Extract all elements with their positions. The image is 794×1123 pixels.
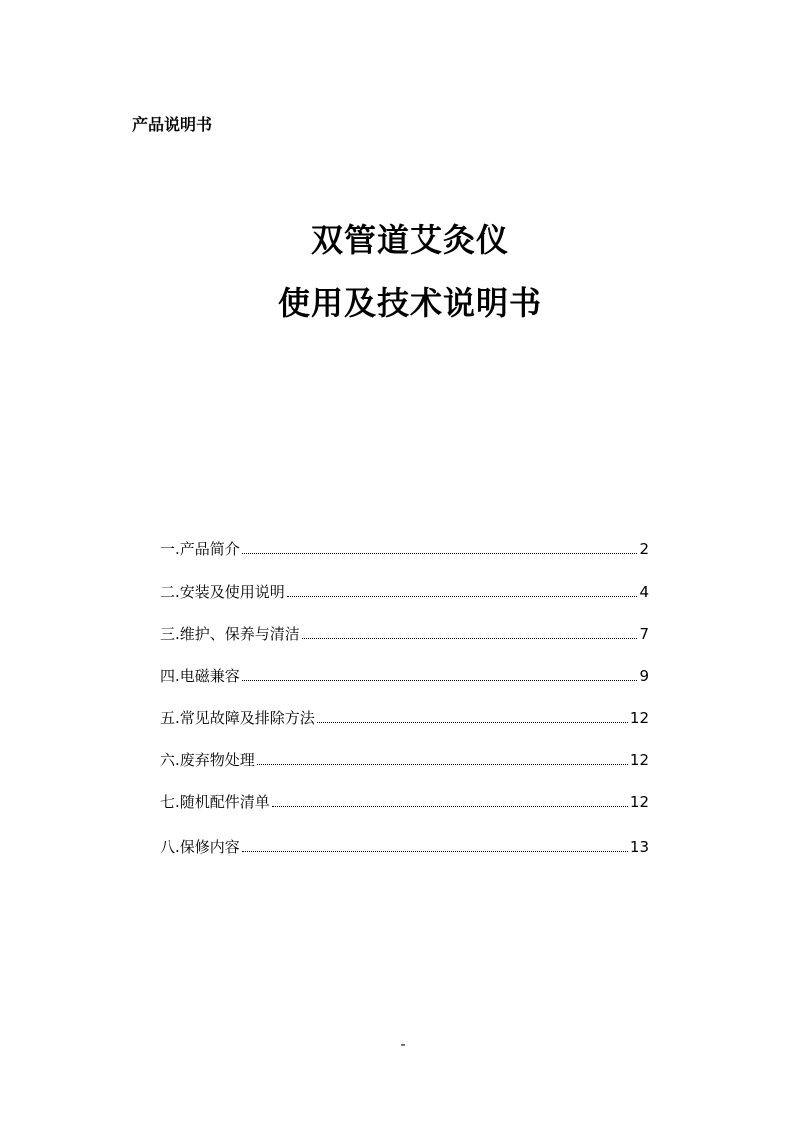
- document-header-label: 产品说明书: [132, 115, 213, 134]
- toc-dot-leader: [242, 679, 638, 681]
- toc-entry: [160, 622, 649, 644]
- toc-entry-page: 12: [629, 793, 649, 811]
- toc-dot-leader: [302, 637, 638, 639]
- toc-dot-leader: [272, 805, 628, 807]
- document-title-line-1: 双管道艾灸仪: [310, 221, 509, 259]
- page-footer-mark: -: [400, 1037, 406, 1053]
- toc-entry: [160, 706, 649, 728]
- toc-dot-leader: [242, 552, 638, 554]
- toc-dot-leader: [287, 595, 638, 597]
- toc-entry: [160, 664, 649, 686]
- toc-entry-label: 二.安装及使用说明: [160, 583, 285, 601]
- document-title-line-2: 使用及技术说明书: [277, 284, 542, 322]
- toc-entry-page: 4: [639, 583, 649, 601]
- toc-entry-page: 2: [639, 540, 649, 558]
- toc-dot-leader: [242, 850, 628, 852]
- toc-entry: [160, 835, 649, 857]
- toc-entry-page: 12: [629, 709, 649, 727]
- toc-entry-label: 六.废弃物处理: [160, 751, 255, 769]
- toc-entry-label: 一.产品简介: [160, 540, 240, 558]
- toc-entry-label: 四.电磁兼容: [160, 667, 240, 685]
- toc-dot-leader: [257, 763, 628, 765]
- toc-entry-label: 八.保修内容: [160, 838, 240, 856]
- toc-entry-page: 13: [629, 838, 649, 856]
- toc-entry-page: 9: [639, 667, 649, 685]
- toc-entry-page: 7: [639, 625, 649, 643]
- toc-dot-leader: [317, 721, 628, 723]
- toc-entry-label: 五.常见故障及排除方法: [160, 709, 315, 727]
- toc-entry: [160, 580, 649, 602]
- toc-entry: [160, 748, 649, 770]
- toc-entry: [160, 790, 649, 812]
- toc-entry-label: 七.随机配件清单: [160, 793, 270, 811]
- toc-entry: [160, 537, 649, 559]
- toc-entry-page: 12: [629, 751, 649, 769]
- toc-entry-label: 三.维护、保养与清洁: [160, 625, 300, 643]
